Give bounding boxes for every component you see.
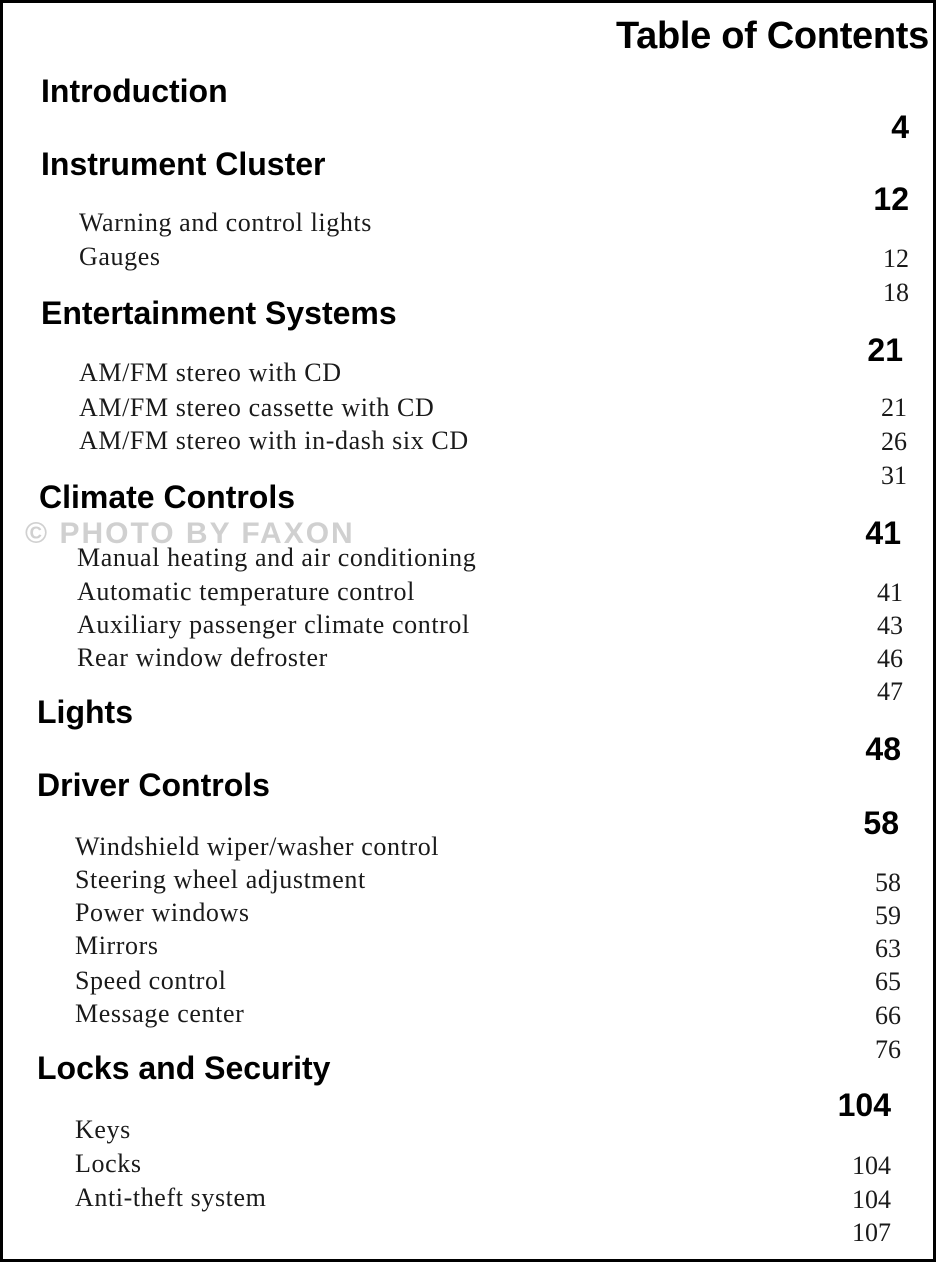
section-heading-climate: Climate Controls	[39, 479, 296, 515]
section-page-instrument-cluster: 12	[873, 181, 909, 217]
section-heading-instrument-cluster: Instrument Cluster	[41, 146, 326, 182]
entry-page-automatic-temp: 43	[877, 611, 903, 640]
entry-anti-theft: Anti-theft system	[75, 1183, 267, 1212]
entry-keys: Keys	[75, 1115, 131, 1144]
entry-rear-defroster: Rear window defroster	[77, 643, 328, 672]
entry-warning-lights: Warning and control lights	[79, 208, 372, 237]
watermark: © PHOTO BY FAXON	[25, 517, 355, 550]
entry-page-mirrors: 65	[875, 967, 901, 996]
entry-speed-control: Speed control	[75, 966, 227, 995]
section-heading-driver-controls: Driver Controls	[37, 767, 270, 803]
entry-steering-wheel: Steering wheel adjustment	[75, 865, 366, 894]
entry-am-fm-six-cd: AM/FM stereo with in-dash six CD	[79, 426, 469, 455]
entry-page-am-fm-cd: 21	[881, 393, 907, 422]
section-page-climate: 41	[865, 515, 901, 551]
entry-page-gauges: 18	[883, 278, 909, 307]
entry-windshield-wiper: Windshield wiper/washer control	[75, 832, 440, 861]
entry-page-anti-theft: 107	[852, 1218, 891, 1247]
section-heading-entertainment: Entertainment Systems	[41, 295, 397, 331]
entry-mirrors: Mirrors	[75, 931, 159, 960]
entry-page-keys: 104	[852, 1151, 891, 1180]
section-page-locks-security: 104	[837, 1087, 891, 1123]
section-heading-introduction: Introduction	[41, 73, 228, 109]
entry-page-warning-lights: 12	[883, 244, 909, 273]
section-page-entertainment: 21	[867, 332, 903, 368]
entry-page-steering-wheel: 59	[875, 901, 901, 930]
entry-am-fm-cd: AM/FM stereo with CD	[79, 358, 342, 387]
entry-manual-heating: Manual heating and air conditioning	[77, 543, 477, 572]
entry-power-windows: Power windows	[75, 898, 250, 927]
entry-am-fm-cassette-cd: AM/FM stereo cassette with CD	[79, 393, 435, 422]
section-page-driver-controls: 58	[863, 805, 899, 841]
entry-page-speed-control: 66	[875, 1001, 901, 1030]
entry-page-power-windows: 63	[875, 934, 901, 963]
entry-page-locks: 104	[852, 1185, 891, 1214]
entry-locks: Locks	[75, 1149, 142, 1178]
section-heading-lights: Lights	[37, 694, 133, 730]
section-heading-locks-security: Locks and Security	[37, 1050, 331, 1086]
entry-page-message-center: 76	[875, 1035, 901, 1064]
entry-auxiliary-climate: Auxiliary passenger climate control	[77, 610, 470, 639]
entry-message-center: Message center	[75, 999, 245, 1028]
entry-page-am-fm-cassette-cd: 26	[881, 427, 907, 456]
entry-automatic-temp: Automatic temperature control	[77, 577, 415, 606]
section-page-lights: 48	[865, 731, 901, 767]
page-title: Table of Contents	[616, 15, 929, 57]
entry-page-manual-heating: 41	[877, 578, 903, 607]
entry-page-am-fm-six-cd: 31	[881, 461, 907, 490]
entry-gauges: Gauges	[79, 242, 161, 271]
entry-page-rear-defroster: 47	[877, 677, 903, 706]
entry-page-auxiliary-climate: 46	[877, 644, 903, 673]
section-page-introduction: 4	[891, 109, 909, 145]
entry-page-windshield-wiper: 58	[875, 868, 901, 897]
